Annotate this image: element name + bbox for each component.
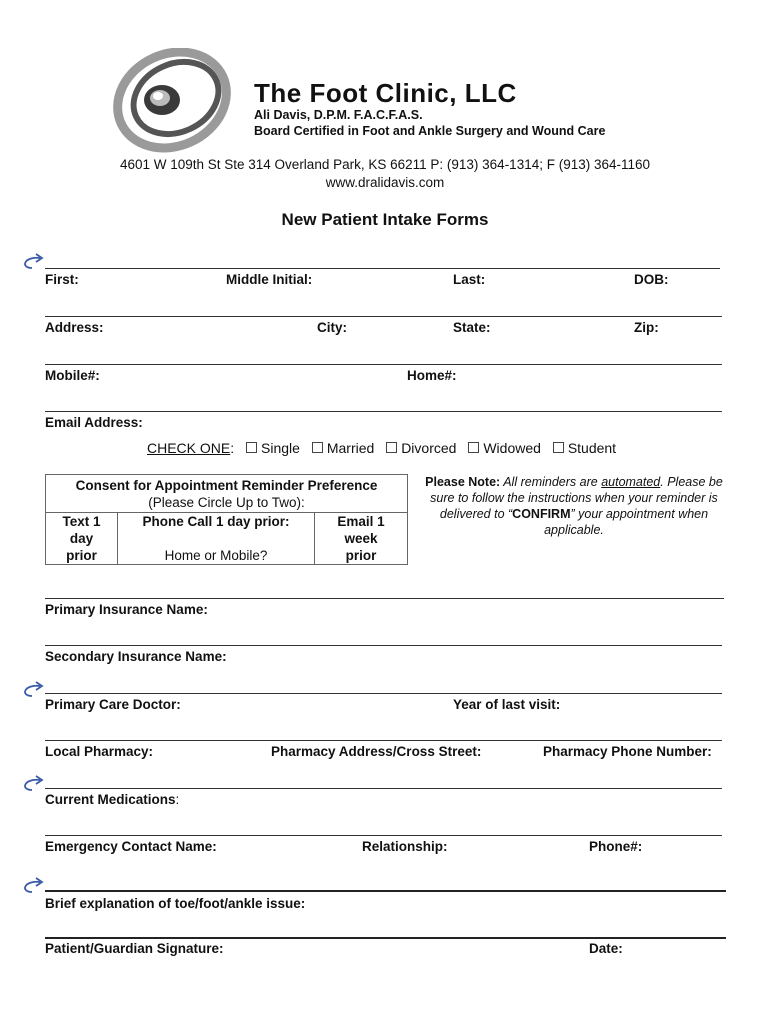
clinic-website[interactable]: www.dralidavis.com bbox=[325, 175, 445, 190]
clinic-logo bbox=[110, 48, 250, 154]
clinic-address: 4601 W 109th St Ste 314 Overland Park, KS 66211 P: (913) 364-1314; F (913) 364-1160 bbox=[119, 157, 651, 172]
home-phone-label: Home#: bbox=[407, 368, 457, 383]
address-input-line[interactable] bbox=[45, 316, 722, 317]
arrow-icon bbox=[18, 772, 44, 794]
clinic-name: The Foot Clinic, LLC bbox=[254, 78, 517, 108]
medications-input-line[interactable] bbox=[45, 788, 722, 789]
arrow-icon bbox=[18, 250, 44, 272]
relationship-label: Relationship: bbox=[362, 839, 448, 854]
reminder-note: Please Note: All reminders are automated. Please be sure to follow the instructions when your reminder is delivered to “CONFIRM” your appointment when applicable. bbox=[425, 475, 723, 537]
middle-initial-label: Middle Initial: bbox=[226, 272, 313, 287]
primary-care-doctor-label: Primary Care Doctor: bbox=[45, 697, 181, 712]
last-name-label: Last: bbox=[453, 272, 486, 287]
option-widowed[interactable]: Widowed bbox=[468, 440, 541, 456]
current-medications-label: Current Medications: bbox=[45, 792, 180, 807]
date-label: Date: bbox=[589, 941, 623, 956]
first-name-label: First: bbox=[45, 272, 79, 287]
secondary-insurance-input-line[interactable] bbox=[45, 645, 722, 646]
checkbox-icon[interactable] bbox=[553, 442, 564, 453]
check-one-label: CHECK ONE bbox=[147, 440, 231, 456]
name-input-line[interactable] bbox=[45, 268, 720, 269]
emergency-phone-label: Phone#: bbox=[589, 839, 643, 854]
option-single[interactable]: Single bbox=[246, 440, 300, 456]
issue-input-line[interactable] bbox=[45, 890, 726, 892]
zip-label: Zip: bbox=[634, 320, 659, 335]
arrow-icon bbox=[18, 678, 44, 700]
email-reminder-option[interactable]: Email 1 week prior bbox=[315, 513, 408, 565]
checkbox-icon[interactable] bbox=[468, 442, 479, 453]
option-divorced[interactable]: Divorced bbox=[386, 440, 456, 456]
option-student[interactable]: Student bbox=[553, 440, 616, 456]
consent-subheading: (Please Circle Up to Two): bbox=[148, 495, 305, 510]
checkbox-icon[interactable] bbox=[246, 442, 257, 453]
primary-insurance-input-line[interactable] bbox=[45, 598, 724, 599]
consent-heading: Consent for Appointment Reminder Preference bbox=[75, 478, 378, 493]
primary-care-input-line[interactable] bbox=[45, 693, 722, 694]
local-pharmacy-label: Local Pharmacy: bbox=[45, 744, 154, 759]
checkbox-icon[interactable] bbox=[312, 442, 323, 453]
foot-logo-icon bbox=[110, 48, 250, 154]
phone-reminder-option[interactable]: Phone Call 1 day prior: Home or Mobile? bbox=[118, 513, 315, 565]
doctor-name: Ali Davis, D.P.M. F.A.C.F.A.S. bbox=[254, 108, 423, 122]
arrow-icon bbox=[18, 874, 44, 896]
form-title: New Patient Intake Forms bbox=[281, 210, 489, 229]
primary-insurance-label: Primary Insurance Name: bbox=[45, 602, 208, 617]
address-label: Address: bbox=[45, 320, 104, 335]
checkbox-icon[interactable] bbox=[386, 442, 397, 453]
option-married[interactable]: Married bbox=[312, 440, 374, 456]
email-input-line[interactable] bbox=[45, 411, 722, 412]
emergency-contact-input-line[interactable] bbox=[45, 835, 722, 836]
pharmacy-address-label: Pharmacy Address/Cross Street: bbox=[271, 744, 482, 759]
email-label: Email Address: bbox=[45, 415, 143, 430]
mobile-label: Mobile#: bbox=[45, 368, 100, 383]
secondary-insurance-label: Secondary Insurance Name: bbox=[45, 649, 227, 664]
signature-label: Patient/Guardian Signature: bbox=[45, 941, 224, 956]
signature-input-line[interactable] bbox=[45, 937, 726, 939]
marital-status-row: CHECK ONE: Single Married Divorced Widowed Student bbox=[147, 440, 617, 456]
issue-explanation-label: Brief explanation of toe/foot/ankle issue: bbox=[45, 896, 306, 911]
state-label: State: bbox=[453, 320, 491, 335]
city-label: City: bbox=[317, 320, 347, 335]
reminder-consent-table bbox=[45, 474, 408, 565]
pharmacy-phone-label: Pharmacy Phone Number: bbox=[543, 744, 712, 759]
text-reminder-option[interactable]: Text 1 day prior bbox=[46, 513, 118, 565]
dob-label: DOB: bbox=[634, 272, 669, 287]
certification: Board Certified in Foot and Ankle Surgery and Wound Care bbox=[254, 124, 606, 138]
year-last-visit-label: Year of last visit: bbox=[453, 697, 561, 712]
phone-input-line[interactable] bbox=[45, 364, 722, 365]
emergency-contact-label: Emergency Contact Name: bbox=[45, 839, 217, 854]
pharmacy-input-line[interactable] bbox=[45, 740, 722, 741]
